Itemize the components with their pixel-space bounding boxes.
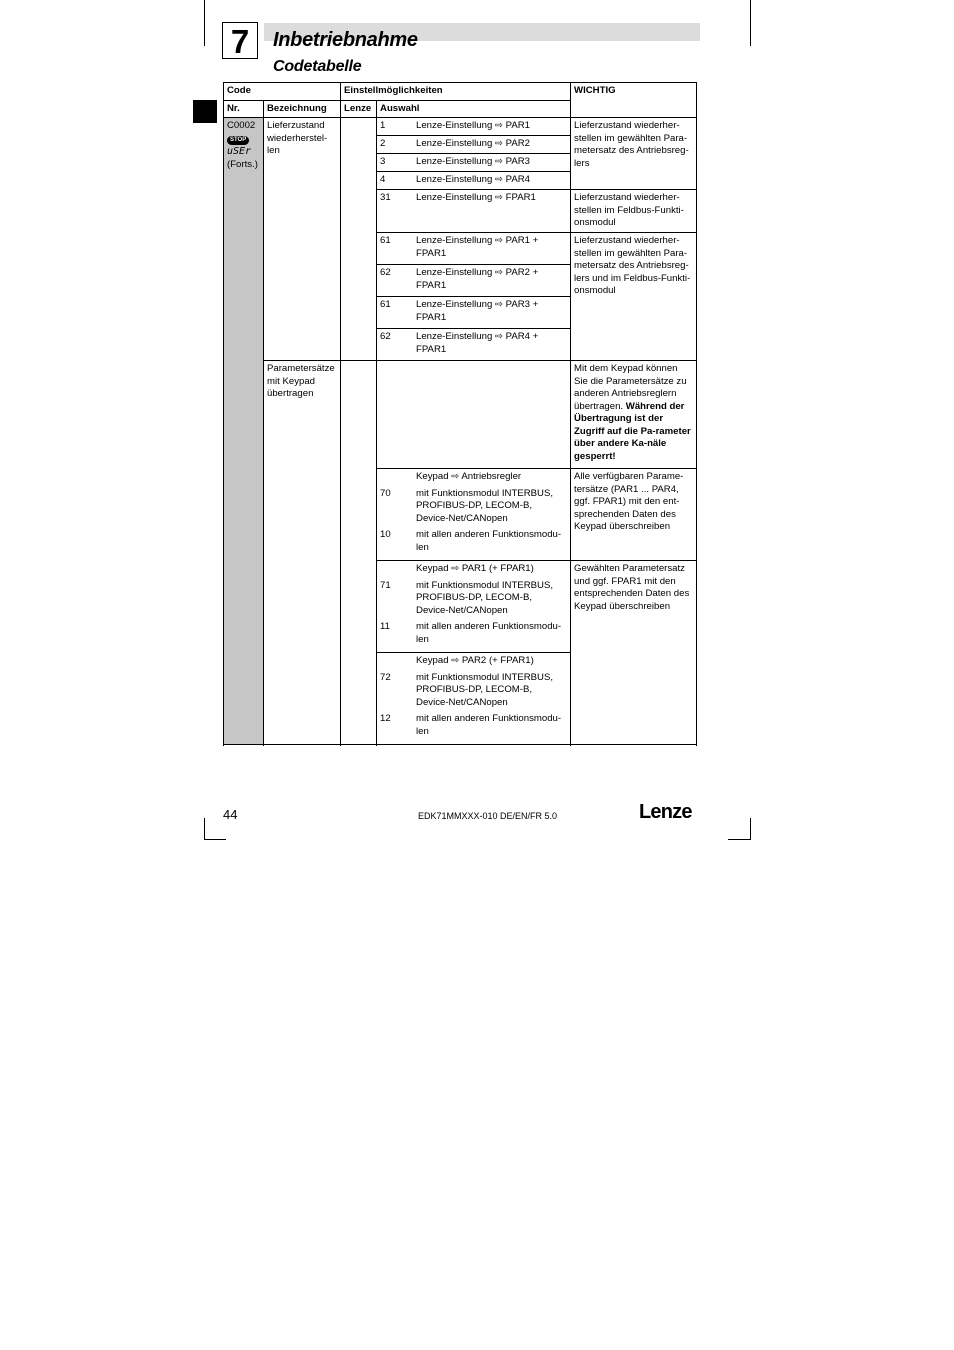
header-nr: Nr. [224,100,264,118]
document-id: EDK71MMXXX-010 DE/EN/FR 5.0 [418,811,558,821]
selection-empty [377,361,571,469]
crop-mark [750,0,751,46]
selection-row: 4 Lenze-Einstellung ⇨ PAR4 [377,172,571,190]
selection-group: Keypad ⇨ PAR1 (+ FPAR1) 71 mit Funktionsmodul INTERBUS, PROFIBUS-DP, LECOM-B, Device-Net/CANopen 11 mit allen anderen Funktionsmodu-len [377,561,571,653]
note-cell: Lieferzustand wiederher-stellen im Feldbus-Funkti-onsmodul [571,190,697,233]
note-cell: Alle verfügbaren Parame-tersätze (PAR1 ... PAR4, ggf. FPAR1) mit den ent-sprechenden Daten des Keypad überschreiben [571,469,697,561]
group-title: Keypad ⇨ PAR2 (+ FPAR1) [416,655,534,666]
crop-mark [204,839,226,840]
header-settings: Einstellmöglichkeiten [341,83,571,101]
code-cell [224,118,264,745]
group-title: Keypad ⇨ PAR1 (+ FPAR1) [416,563,534,574]
group-title: Keypad ⇨ Antriebsregler [416,471,522,482]
display-user-icon: uSEr [227,146,252,157]
lenze-logo: Lenze [639,801,692,823]
chapter-tab-marker [193,100,217,123]
continued-label: (Forts.) [227,158,258,170]
designation-factory-reset: Lieferzustand wiederherstel-len [264,118,341,361]
page-number: 44 [223,807,238,822]
selection-row: 61 Lenze-Einstellung ⇨ PAR3 + FPAR1 [377,297,571,329]
selection-group: Keypad ⇨ Antriebsregler 70 mit Funktionsmodul INTERBUS, PROFIBUS-DP, LECOM-B, Device-Net/CANopen 10 mit allen anderen Funktionsmodu-len [377,469,571,561]
header-important: WICHTIG [571,83,697,118]
selection-row: 1 Lenze-Einstellung ⇨ PAR1 [377,118,571,136]
header-code: Code [224,83,341,101]
stop-icon: STOP [227,136,249,145]
lenze-default-cell [341,361,377,745]
selection-row: 3 Lenze-Einstellung ⇨ PAR3 [377,154,571,172]
note-text: Mit dem Keypad können Sie die Parametersätze zu anderen Antriebsreglern übertragen. [574,363,687,412]
crop-mark [204,818,205,840]
designation-keypad-transfer: Parametersätze mit Keypad übertragen [264,361,341,745]
note-cell [571,361,697,469]
selection-row: 2 Lenze-Einstellung ⇨ PAR2 [377,136,571,154]
code-number: C0002 [227,120,256,131]
selection-row: 31 Lenze-Einstellung ⇨ FPAR1 [377,190,571,233]
note-cell: Lieferzustand wiederher-stellen im gewählten Para-metersatz des Antriebsreg-lers und im Feldbus-Funkti-onsmodul [571,233,697,361]
crop-mark [728,839,750,840]
header-selection: Auswahl [377,100,571,118]
selection-row: 61 Lenze-Einstellung ⇨ PAR1 + FPAR1 [377,233,571,265]
note-cell: Gewählten Parametersatz und ggf. FPAR1 mit den entsprechenden Daten des Keypad überschreiben [571,561,697,745]
selection-row: 62 Lenze-Einstellung ⇨ PAR4 + FPAR1 [377,329,571,361]
selection-row: 62 Lenze-Einstellung ⇨ PAR2 + FPAR1 [377,265,571,297]
chapter-number: 7 [222,22,258,59]
lenze-default-cell [341,118,377,361]
code-table [223,82,697,745]
crop-mark [204,0,205,46]
note-cell: Lieferzustand wiederher-stellen im gewählten Para-metersatz des Antriebsreg-lers [571,118,697,190]
header-lenze: Lenze [341,100,377,118]
crop-mark [750,818,751,840]
selection-group: Keypad ⇨ PAR2 (+ FPAR1) 72 mit Funktionsmodul INTERBUS, PROFIBUS-DP, LECOM-B, Device-Net/CANopen 12 mit allen anderen Funktionsmodu-len [377,653,571,745]
header-designation: Bezeichnung [264,100,341,118]
chapter-title: Inbetriebnahme [273,29,418,51]
warning-text: Während der Übertragung ist der Zugriff auf die Pa-rameter über andere Ka-näle gesperrt! [574,400,691,462]
section-title: Codetabelle [273,58,362,75]
